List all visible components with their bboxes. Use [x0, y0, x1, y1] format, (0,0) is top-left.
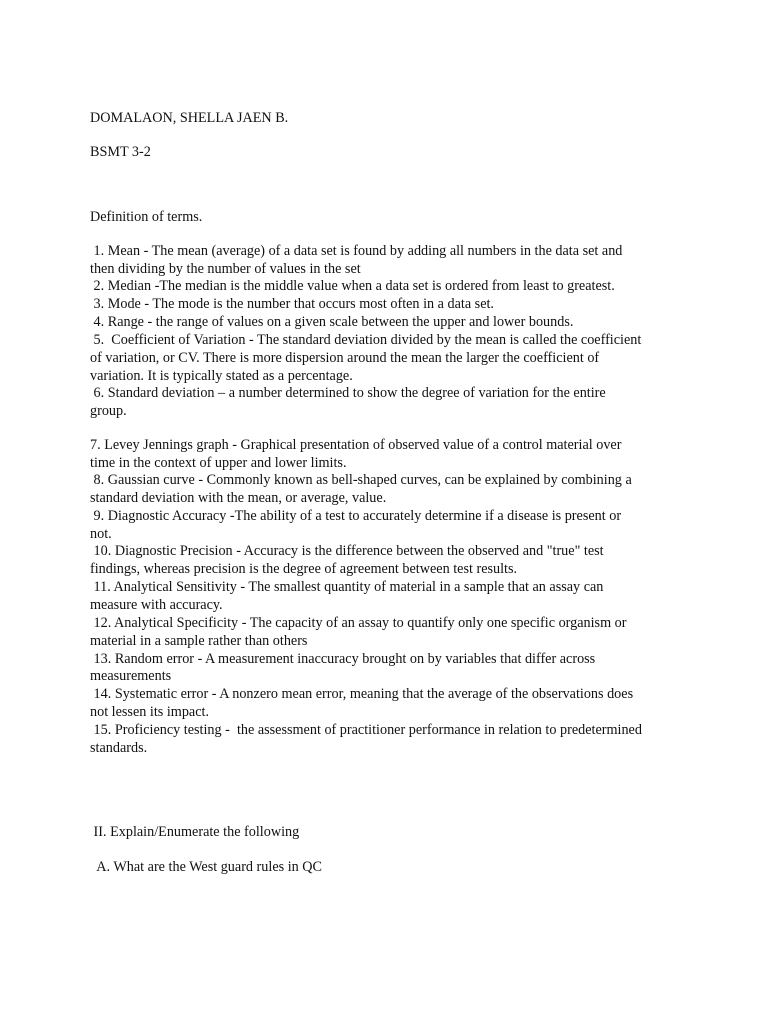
student-name: DOMALAON, SHELLA JAEN B. [90, 110, 289, 126]
definition-line: 8. Gaussian curve - Commonly known as bell-shaped curves, can be explained by combining a [90, 472, 632, 488]
definition-line: not lessen its impact. [90, 704, 210, 720]
definition-line: then dividing by the number of values in the set [90, 261, 361, 277]
definition-line: material in a sample rather than others [90, 633, 308, 649]
definitions-heading: Definition of terms. [90, 209, 203, 225]
definition-line: variation. It is typically stated as a percentage. [90, 368, 353, 384]
definition-line: 7. Levey Jennings graph - Graphical presentation of observed value of a control material over [90, 437, 622, 453]
definition-line: 1. Mean - The mean (average) of a data set is found by adding all numbers in the data set and [90, 243, 623, 259]
definition-line: not. [90, 526, 112, 542]
question-a: A. What are the West guard rules in QC [90, 859, 322, 875]
definition-line: 13. Random error - A measurement inaccuracy brought on by variables that differ across [90, 651, 596, 667]
definition-line: measurements [90, 668, 172, 684]
section-two-heading: II. Explain/Enumerate the following [90, 824, 300, 840]
definition-line: group. [90, 403, 127, 419]
definition-line: time in the context of upper and lower limits. [90, 455, 347, 471]
definition-line: findings, whereas precision is the degree of agreement between test results. [90, 561, 518, 577]
definition-line: standards. [90, 740, 148, 756]
student-section: BSMT 3-2 [90, 144, 151, 160]
definition-line: 9. Diagnostic Accuracy -The ability of a test to accurately determine if a disease is present or [90, 508, 622, 524]
definition-line: 14. Systematic error - A nonzero mean error, meaning that the average of the observations does [90, 686, 634, 702]
definition-line: 12. Analytical Specificity - The capacity of an assay to quantify only one specific organism or [90, 615, 627, 631]
definition-line: 3. Mode - The mode is the number that occurs most often in a data set. [90, 296, 494, 312]
definition-line: 6. Standard deviation – a number determined to show the degree of variation for the entire [90, 385, 606, 401]
definition-line: measure with accuracy. [90, 597, 223, 613]
definition-line: 4. Range - the range of values on a given scale between the upper and lower bounds. [90, 314, 574, 330]
definition-line: 5. Coefficient of Variation - The standard deviation divided by the mean is called the coefficient [90, 332, 642, 348]
definition-line: 15. Proficiency testing - the assessment of practitioner performance in relation to predetermined [90, 722, 642, 738]
definition-line: of variation, or CV. There is more dispersion around the mean the larger the coefficient of [90, 350, 600, 366]
definition-line: standard deviation with the mean, or average, value. [90, 490, 387, 506]
definition-line: 11. Analytical Sensitivity - The smallest quantity of material in a sample that an assay can [90, 579, 604, 595]
definition-line: 10. Diagnostic Precision - Accuracy is the difference between the observed and "true" test [90, 543, 604, 559]
definition-line: 2. Median -The median is the middle value when a data set is ordered from least to greatest. [90, 278, 615, 294]
